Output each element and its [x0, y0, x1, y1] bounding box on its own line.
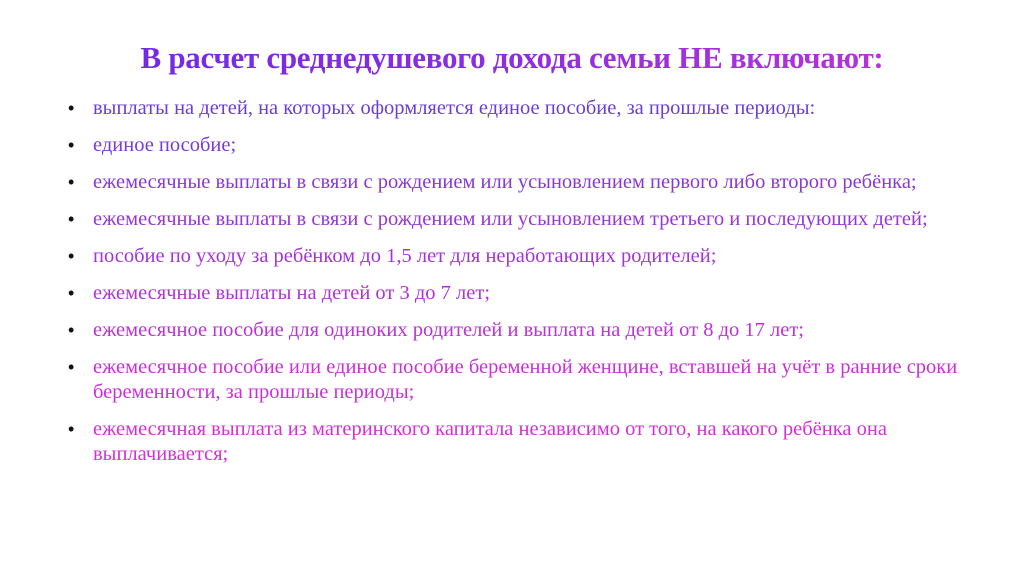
bullet-icon: • [68, 98, 75, 118]
list-item-text: ежемесячные выплаты в связи с рождением или усыновлением третьего и последующих детей; [93, 208, 928, 230]
list-item [68, 96, 968, 121]
slide-title: В расчет среднедушевого дохода семьи НЕ включают: [0, 38, 1024, 78]
list-item [68, 207, 968, 232]
list-item-text: выплаты на детей, на которых оформляется единое пособие, за прошлые периоды: [93, 97, 816, 119]
list-item [68, 133, 968, 158]
list-item-text: пособие по уходу за ребёнком до 1,5 лет для неработающих родителей; [93, 245, 717, 267]
bullet-list [68, 96, 968, 479]
list-item-text: ежемесячное пособие для одиноких родителей и выплата на детей от 8 до 17 лет; [93, 319, 804, 341]
list-item [68, 318, 968, 343]
bullet-icon: • [68, 320, 75, 340]
bullet-icon: • [68, 209, 75, 229]
list-item [68, 355, 968, 405]
list-item-text: ежемесячное пособие или единое пособие беременной женщине, вставшей на учёт в ранние сроки беременности, за прошлые периоды; [93, 356, 958, 403]
list-item [68, 417, 968, 467]
list-item [68, 281, 968, 306]
bullet-icon: • [68, 283, 75, 303]
list-item-text: ежемесячные выплаты на детей от 3 до 7 лет; [93, 282, 491, 304]
bullet-icon: • [68, 135, 75, 155]
list-item-text: единое пособие; [93, 134, 237, 156]
list-item-text: ежемесячная выплата из материнского капитала независимо от того, на какого ребёнка она выплачивается; [93, 418, 887, 465]
bullet-icon: • [68, 246, 75, 266]
list-item [68, 170, 968, 195]
list-item-text: ежемесячные выплаты в связи с рождением или усыновлением первого либо второго ребёнка; [93, 171, 917, 193]
bullet-icon: • [68, 419, 75, 439]
bullet-icon: • [68, 357, 75, 377]
bullet-icon: • [68, 172, 75, 192]
list-item [68, 244, 968, 269]
